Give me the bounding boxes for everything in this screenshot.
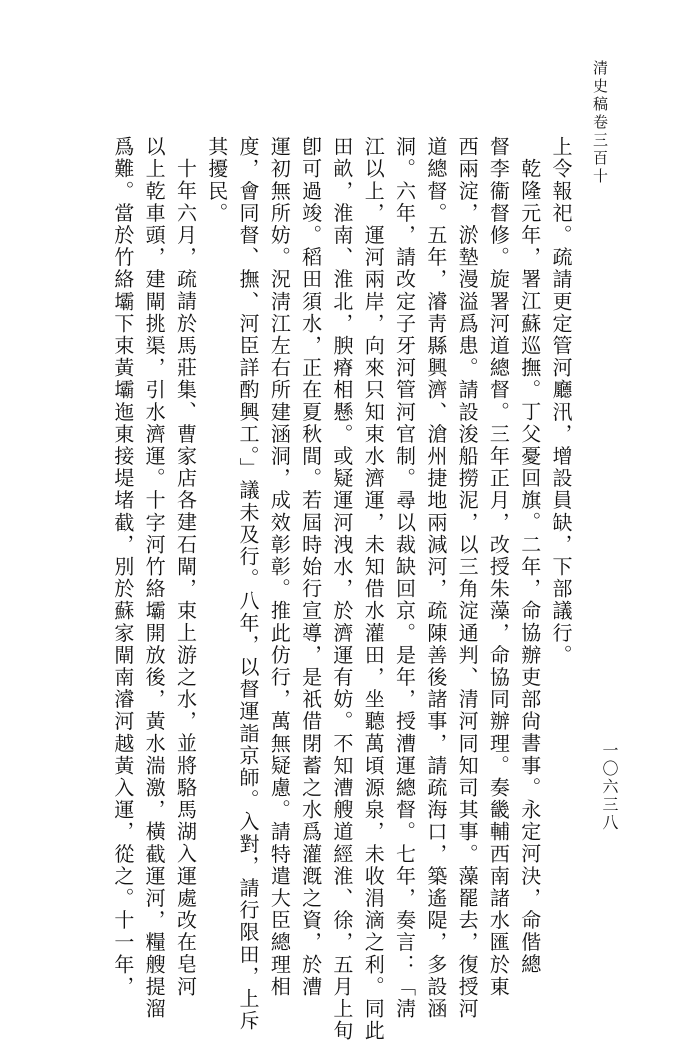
page-number: 一〇六三八 bbox=[600, 742, 619, 832]
text-column-9: 卽可過竣。稻田須水，正在夏秋間。若屆時始行宣導，是祇借閉蓄之水爲灌漑之資，於漕 bbox=[298, 136, 323, 998]
text-column-3: 督李衞督修。旋署河道總督。三年正月，改授朱藻，命協同辦理。奏畿輔西南諸水匯於東 bbox=[486, 136, 511, 998]
text-column-12: 其擾民。 bbox=[204, 136, 229, 225]
text-column-14: 以上乾車頭，建閘挑渠，引水濟運。十字河竹絡壩開放後，黃水湍激，橫截運河，糧艘提溜 bbox=[142, 136, 167, 1020]
text-column-7: 江以上，運河兩岸，向來只知束水濟運，未知借水灌田，坐聽萬頃源泉，未收涓滴之利。同此 bbox=[361, 136, 386, 1042]
text-column-5: 道總督。五年，濬靑縣興濟、滄州捷地兩減河，疏陳善後諸事，請疏海口，築遙隄，多設涵 bbox=[423, 136, 448, 1020]
text-column-10: 運初無所妨。況淸江左右所建涵洞，成效彰彰。推此仿行，萬無疑慮。請特遣大臣總理相 bbox=[267, 136, 292, 998]
text-column-1: 上令報祀。疏請更定管河廳汛，增設員缺，下部議行。 bbox=[549, 136, 573, 667]
book-title: 清史稿卷三百十 bbox=[591, 60, 609, 186]
text-column-8: 田畝，淮南、淮北，腴瘠相懸。或疑運河洩水，於濟運有妨。不知漕艘道經淮、徐，五月上旬 bbox=[329, 136, 354, 1042]
text-column-15: 爲難。當於竹絡壩下束黃壩迤東接堤堵截，別於蘇家閘南濬河越黃入運，從之。十一年， bbox=[110, 136, 135, 998]
body-text bbox=[110, 136, 576, 1042]
text-column-11: 度，會同督、撫、河臣詳酌興工。」議未及行。八年，以督運詣京師。入對，請行限田，上斥 bbox=[236, 136, 261, 1033]
text-column-13: 十年六月，疏請於馬莊集、曹家店各建石閘，束上游之水，並將駱馬湖入運處改在皂河 bbox=[173, 158, 198, 998]
text-column-2: 乾隆元年，署江蘇巡撫。丁父憂回旗。二年，命協辦吏部尙書事。永定河決，命偕總 bbox=[517, 158, 542, 976]
text-column-4: 西兩淀，淤墊漫溢爲患。請設浚船撈泥，以三角淀通判、清河同知司其事。藻罷去，復授河 bbox=[455, 136, 480, 1020]
text-column-6: 洞。六年，請改定子牙河管河官制。尋以裁缺回京。是年，授漕運總督。七年，奏言：「淸 bbox=[392, 136, 417, 1020]
